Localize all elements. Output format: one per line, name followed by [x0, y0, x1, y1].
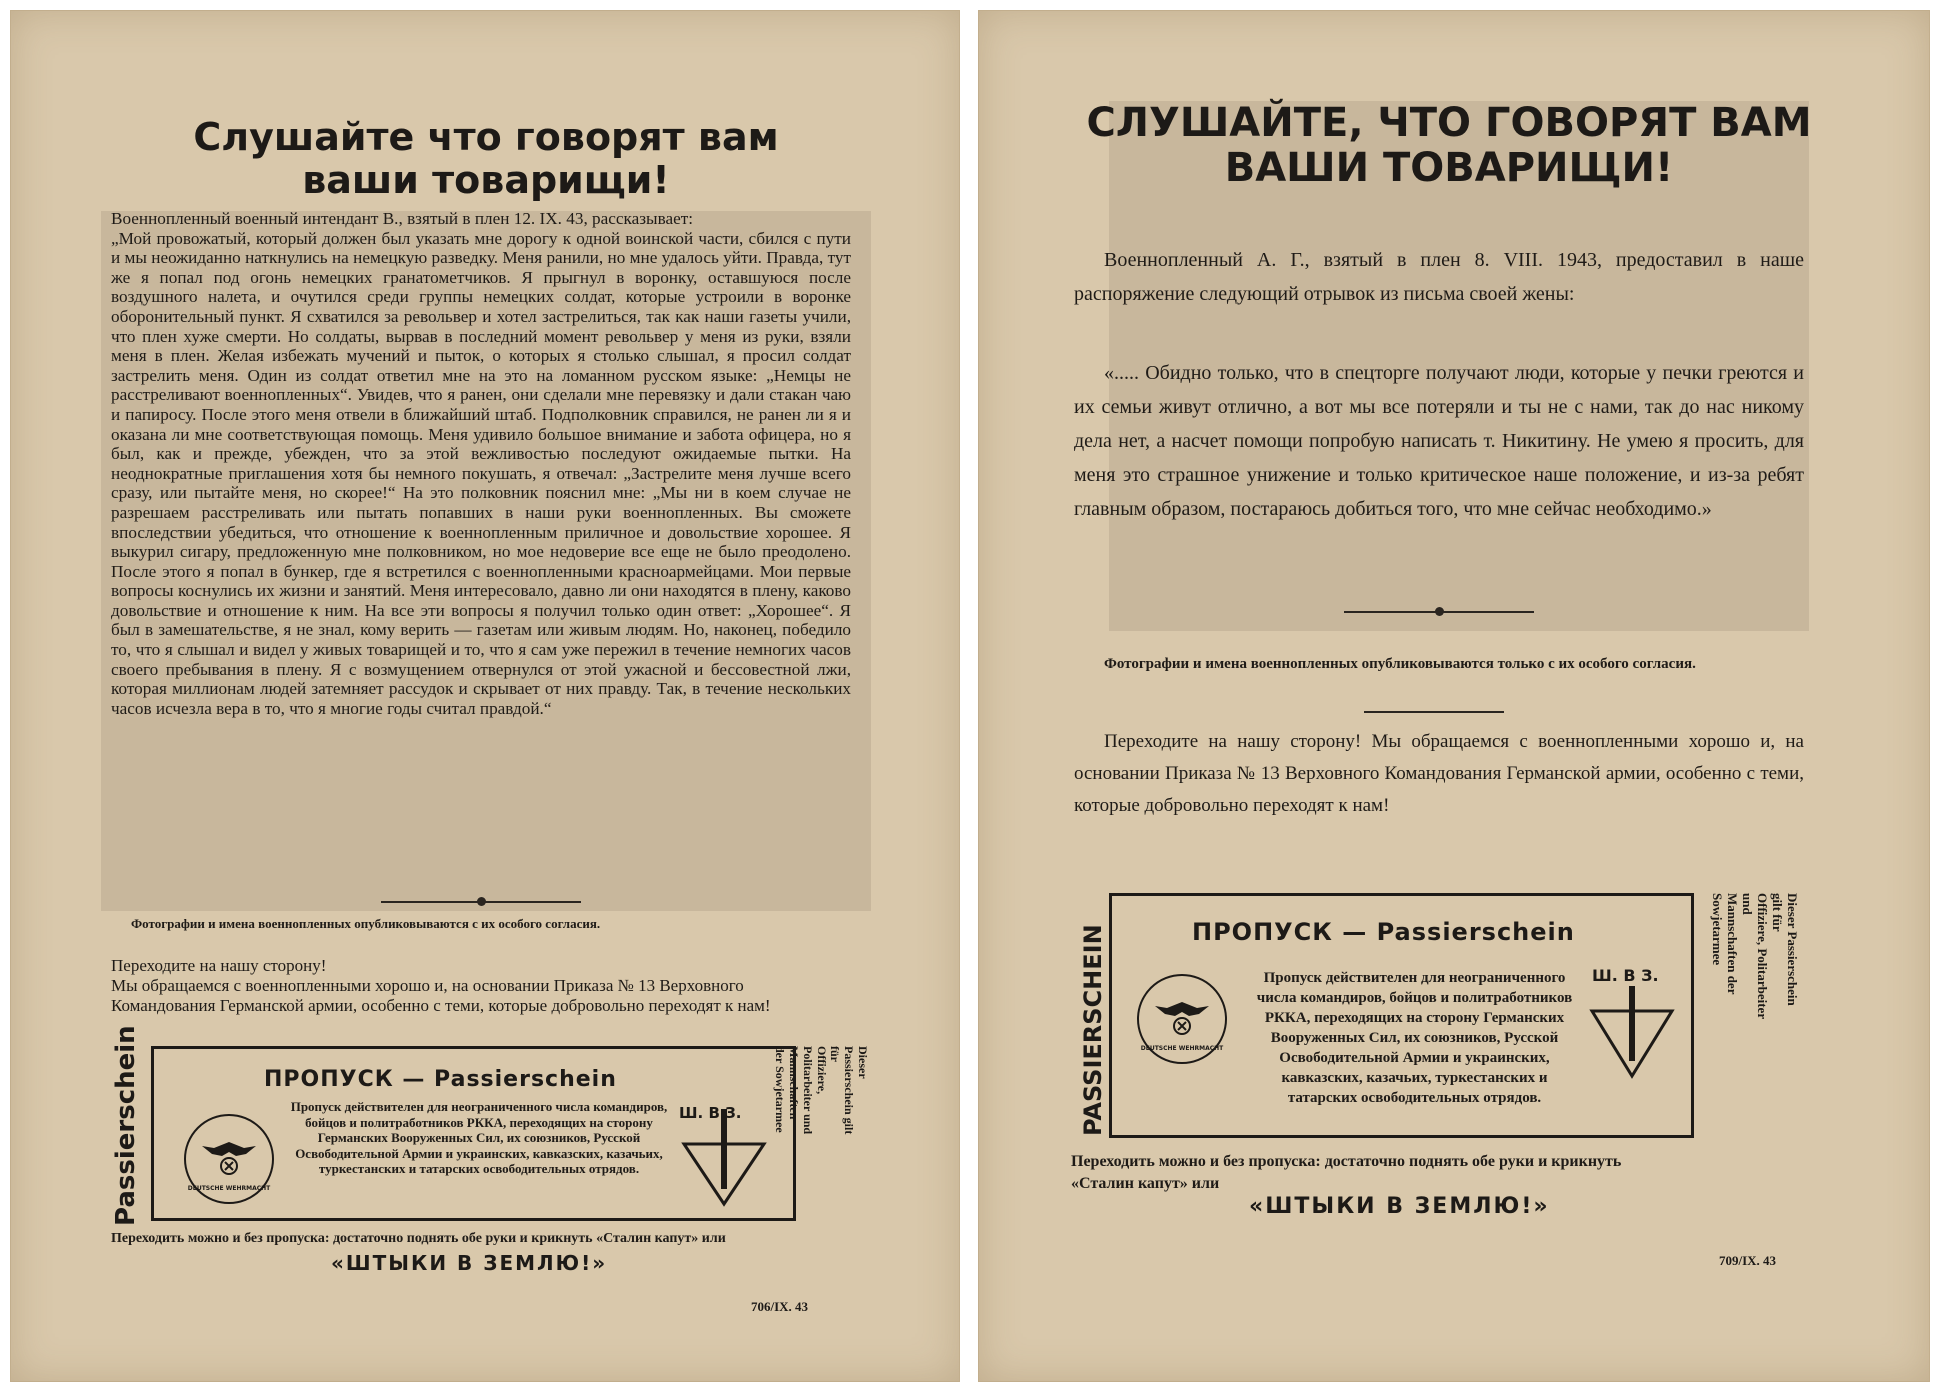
eagle-caption: DEUTSCHE WEHRMACHT [1140, 1045, 1224, 1052]
leaflet-code: 706/IX. 43 [751, 1299, 809, 1314]
leaflet-title [91, 116, 881, 201]
prisoner-story: Военнопленный А. Г., взятый в плен 8. VIII. 1943, предоставил в наше распоряжение следующий отрывок из письма своей жены: [1074, 249, 1804, 305]
pass-title: ПРОПУСК — Passierschein [1192, 918, 1575, 946]
short-divider [1364, 711, 1504, 713]
badge-label: Ш. В З. [1592, 966, 1659, 985]
wehrmacht-eagle-icon [184, 1114, 274, 1204]
footer-note: Переходить можно и без пропуска: достаточно поднять обе руки и крикнуть «Сталин капут» или [111, 1231, 726, 1246]
leaflet-right [978, 10, 1930, 1382]
divider [1344, 611, 1534, 613]
pass-german-note: Dieser Passierschein gilt für Offiziere, Politarbeiter und Mannschaften der Sowjetarmee [773, 1046, 870, 1135]
title-line-1: СЛУШАЙТЕ, ЧТО ГОВОРЯТ ВАМ [1086, 100, 1812, 146]
title-line-1: Слушайте что говорят вам [193, 115, 779, 159]
badge-label: Ш. В З. [679, 1104, 742, 1122]
slogan: «ШТЫКИ В ЗЕМЛЮ!» [331, 1251, 608, 1275]
eagle-caption: DEUTSCHE WEHRMACHT [187, 1185, 271, 1192]
divider [381, 901, 581, 903]
slogan: «ШТЫКИ В ЗЕМЛЮ!» [1249, 1194, 1550, 1219]
photo-note: Фотографии и имена военнопленных опубликовываются только с их особого согласия. [1104, 656, 1696, 672]
appeal-text: Переходите на нашу сторону! Мы обращаемся с военнопленными хорошо и, на основании Приказа № 13 Верховного Командования Германской армии, особенно с теми, которые добровольно переходят к нам! [111, 956, 771, 1015]
pass-box [1109, 893, 1694, 1138]
footer-note: Переходить можно и без пропуска: достаточно поднять обе руки и крикнуть «Сталин капут» или [1071, 1153, 1622, 1192]
pass-text: Пропуск действителен для неограниченного числа командиров, бойцов и политработников РККА, переходящих на сторону Германских Вооруженных Сил, их союзников, Русской Освободительной Армии и украинских, кавказских, казачьих, туркестанских и татарских освободительных отрядов. [1256, 970, 1573, 1106]
title-line-2: ваши товарищи! [302, 157, 670, 202]
pass-text: Пропуск действителен для неограниченного числа командиров, бойцов и политработников РККА, переходящих на сторону Германских Вооруженных Сил, их союзников, Русской Освободительной Армии и украинских, кавказских, казачьих, туркестанских и татарских освободительных отрядов. [290, 1099, 668, 1177]
leaflet-code: 709/IX. 43 [1719, 1253, 1777, 1268]
prisoner-story: Военнопленный военный интендант В., взятый в плен 12. IX. 43, рассказывает: „Мой провожатый, который должен был указать мне дорогу к одной воинской части, сбился с пути и мы неожиданно наткнулись на немецкую разведку. Меня ранили, но мне удалось уйти. Правда, тут же я попал под огонь немецких гранатометчиков. Я прыгнул в воронку, оставшуюся после воздушного налета, и очутился среди группы немецких солдат, которые устроили в воронке оборонительный пункт. Я схватился за револьвер и хотел застрелиться, так как наши газеты учили, что плен хуже смерти. Но солдаты, вырвав в последний момент револьвер у меня из руки, взяли меня в плен. Желая избежать мучений и пыток, о которых я столько слышал, я просил солдат застрелить меня. Один из солдат ответил мне на это на ломанном русском языке: „Немцы не расстреливают военнопленных“. Увидев, что я ранен, они сделали мне перевязку и дали стакан чаю и папиросу. После этого меня отвели в ближайший штаб. Подполковник справился, не ранен ли я и оказана ли мне соответствующая помощь. Меня удивило большое внимание и забота офицера, но я был, как и прежде, убежден, что за этой вежливостью последуют ожидаемые пытки. На неоднократные приглашения хотя бы немного покушать, я отвечал: „Застрелите меня лучше всего сразу, или пытайте меня, но скорее!“ На это полковник пояснил мне: „Мы ни в коем случае не разрешаем расстреливать или пытать попавших в наши руки военнопленных. Вы сможете впоследствии убедиться, что отношение к военнопленным приличное и довольствие хорошее. Я выкурил сигару, предложенную мне полковником, но мое недоверие все еще не было преодолено. После этого я попал в бункер, где я встретился с военнопленными красноармейцами. Мои первые вопросы коснулись их жизни и занятий. Меня интересовало, давно ли они находятся в плену, каково довольствие и отношение к ним. На все эти вопросы я получил только один ответ: „Хорошее“. Я был в замешательстве, я не знал, кому верить — газетам или живым людям. Но, наконец, победило то, что я слышал и видел у живых товарищей и то, что я сам уже пережил в течение немногих часов своего пребывания в плену. Я с возмущением отвернулся от этой ужасной и бессовестной лжи, которая миллионам людей затемняет рассудок и скрывает от них правду. Так, в течение нескольких часов исчезла вера в то, что я многие годы считал правдой.“ [111, 209, 851, 718]
wife-letter-quote: «..... Обидно только, что в спецторге получают люди, которые у печки греются и их семьи живут отлично, а вот мы все потеряли и ты не с нами, так до нас никому дела нет, а насчет помощи попробую написать т. Никитину. Не умею я просить, для меня это страшное унижение и только критическое наше положение, и из-за ребят главным образом, постараюсь добиться того, что мне сейчас необходимо.» [1074, 362, 1804, 520]
pass-side-label: PASSIERSCHEIN [1079, 924, 1107, 1136]
pass-side-label: Passierschein [111, 1025, 141, 1226]
leaflet-title [1069, 101, 1829, 191]
appeal-text: Переходите на нашу сторону! Мы обращаемся с военнопленными хорошо и, на основании Приказа № 13 Верховного Командования Германской армии, особенно с теми, которые добровольно переходят к нам! [1074, 731, 1804, 816]
pass-title: ПРОПУСК — Passierschein [264, 1067, 617, 1092]
leaflet-left [10, 10, 960, 1382]
photo-note: Фотографии и имена военнопленных опубликовываются с их особого согласия. [131, 916, 601, 931]
title-line-2: ВАШИ ТОВАРИЩИ! [1224, 144, 1674, 191]
pass-box [151, 1046, 796, 1221]
pass-german-note: Dieser Passierschein gilt für Offiziere, Politarbeiter und Mannschaften der Sowjetarmee [1710, 893, 1800, 1019]
